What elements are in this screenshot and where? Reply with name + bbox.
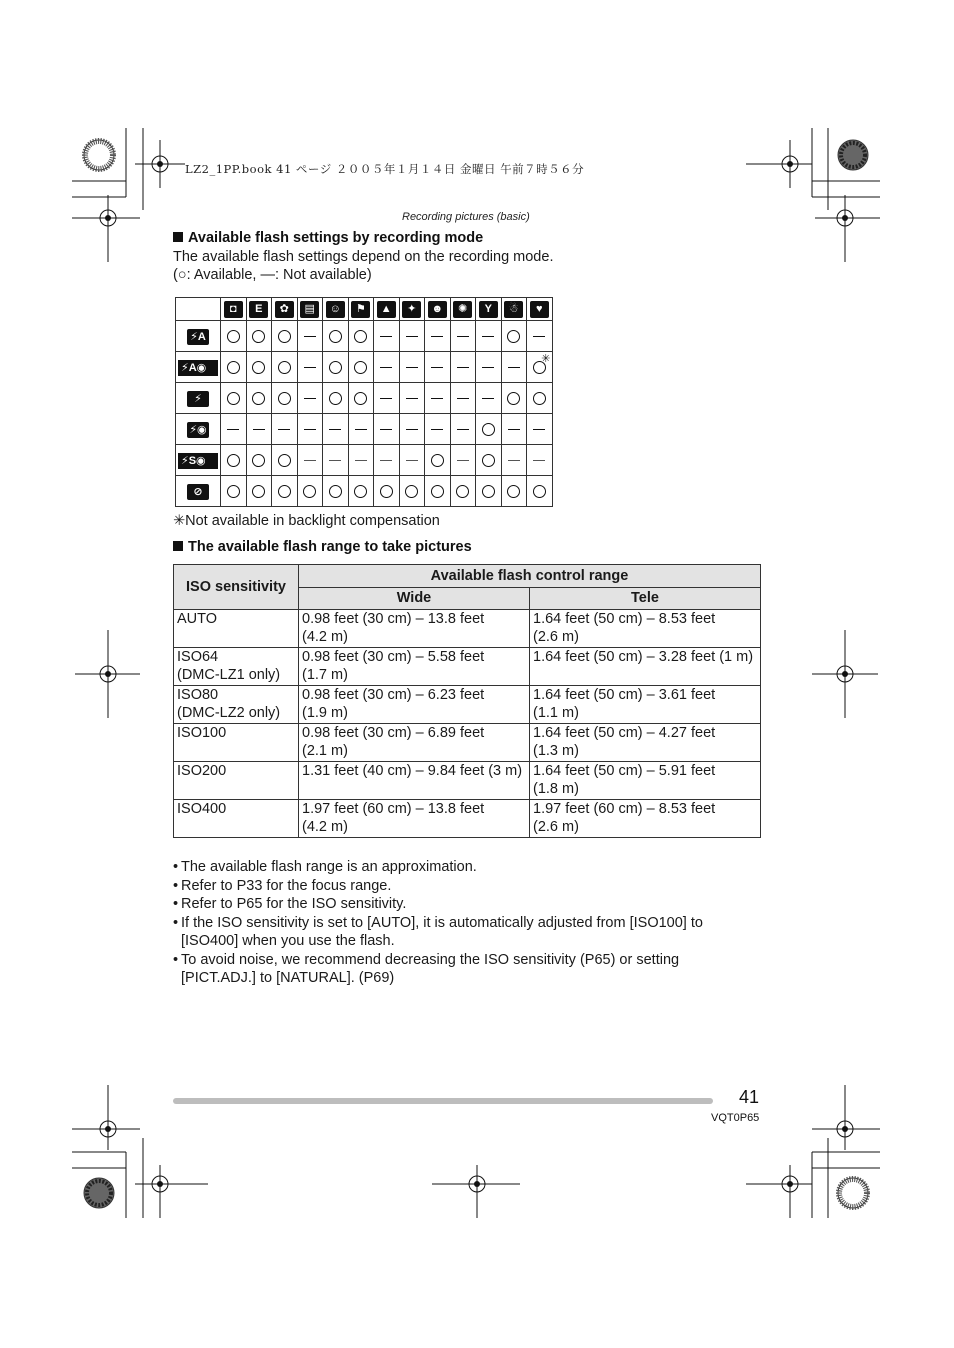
availability-cell <box>450 383 476 414</box>
availability-cell <box>246 414 272 445</box>
available-icon <box>329 330 342 343</box>
not-available-icon <box>253 429 265 431</box>
square-bullet-icon <box>173 232 183 242</box>
wide-header: Wide <box>299 587 530 610</box>
not-available-icon <box>431 367 443 369</box>
availability-cell <box>221 383 247 414</box>
availability-cell <box>221 445 247 476</box>
available-icon <box>329 485 342 498</box>
not-available-icon <box>406 429 418 431</box>
available-icon <box>354 361 367 374</box>
availability-cell <box>374 445 400 476</box>
not-available-icon <box>457 367 469 369</box>
availability-cell <box>501 321 527 352</box>
wide-cell <box>299 648 530 686</box>
availability-cell <box>527 383 553 414</box>
availability-cell <box>221 414 247 445</box>
not-available-icon <box>508 460 520 461</box>
document-code: VQT0P65 <box>711 1112 760 1124</box>
tele-text: 1.64 feet (50 cm) – 3.28 feet (1 m) <box>533 649 754 665</box>
availability-cell <box>297 352 323 383</box>
availability-cell <box>476 414 502 445</box>
iso-text: ISO100 <box>177 725 227 741</box>
list-item: • If the ISO sensitivity is set to [AUTO], it is automatically adjusted from [ISO100] to [ISO400] when you use the flash. <box>173 914 733 951</box>
not-available-icon <box>355 460 367 461</box>
availability-cell <box>450 321 476 352</box>
tele-cell <box>530 762 761 800</box>
tele-text: (2.6 m) <box>533 819 579 835</box>
square-bullet-icon <box>173 541 183 551</box>
not-available-icon <box>457 429 469 431</box>
not-available-icon <box>380 336 392 338</box>
available-icon <box>227 330 240 343</box>
tele-cell <box>530 610 761 648</box>
mode-header-cell <box>476 298 502 321</box>
availability-cell <box>425 383 451 414</box>
flash-mode-label-cell <box>176 352 221 383</box>
page-number: 41 <box>739 1087 760 1107</box>
not-available-icon <box>406 336 418 338</box>
not-available-icon <box>431 398 443 400</box>
availability-cell <box>374 352 400 383</box>
availability-cell <box>425 352 451 383</box>
availability-cell <box>221 352 247 383</box>
available-icon <box>227 454 240 467</box>
availability-cell <box>527 445 553 476</box>
iso-text: (DMC-LZ2 only) <box>177 705 281 721</box>
tele-header: Tele <box>530 587 761 610</box>
available-icon <box>278 454 291 467</box>
list-item: • The available flash range is an approximation. <box>173 858 733 877</box>
mode-header-cell <box>527 298 553 321</box>
mode-header-cell <box>374 298 400 321</box>
wide-cell <box>299 800 530 838</box>
flash-mode-label-cell <box>176 321 221 352</box>
wide-text: 1.31 feet (40 cm) – 9.84 feet (3 m) <box>302 763 523 779</box>
forced-red-eye-icon: ⚡◉ <box>187 422 209 438</box>
notes-list <box>173 858 733 988</box>
availability-cell <box>246 352 272 383</box>
availability-cell <box>527 414 553 445</box>
tele-text: 1.64 feet (50 cm) – 4.27 feet <box>533 725 716 741</box>
not-available-icon <box>457 336 469 338</box>
availability-cell <box>476 383 502 414</box>
availability-cell <box>476 445 502 476</box>
not-available-icon <box>227 429 239 431</box>
availability-cell <box>399 321 425 352</box>
not-available-icon <box>304 398 316 400</box>
availability-cell <box>527 476 553 507</box>
wide-cell <box>299 762 530 800</box>
availability-cell <box>425 414 451 445</box>
not-available-icon <box>380 367 392 369</box>
mode-header-cell <box>246 298 272 321</box>
availability-cell <box>476 352 502 383</box>
available-icon <box>278 392 291 405</box>
tele-cell <box>530 686 761 724</box>
list-item: • To avoid noise, we recommend decreasing the ISO sensitivity (P65) or setting [PICT.ADJ.] to [NATURAL]. (P69) <box>173 951 733 988</box>
availability-cell <box>425 321 451 352</box>
availability-cell <box>476 321 502 352</box>
flash-mode-row <box>176 321 553 352</box>
availability-cell <box>221 321 247 352</box>
availability-cell <box>272 414 298 445</box>
flash-range-table <box>173 564 761 838</box>
not-available-icon <box>431 429 443 431</box>
flash-mode-row <box>176 352 553 383</box>
availability-cell <box>246 383 272 414</box>
wide-cell <box>299 686 530 724</box>
not-available-icon <box>278 429 290 431</box>
availability-cell <box>323 321 349 352</box>
scenery-icon: ▲ <box>377 301 396 318</box>
not-available-icon <box>406 367 418 369</box>
availability-cell <box>297 445 323 476</box>
not-available-icon <box>355 429 367 431</box>
mode-header-cell <box>425 298 451 321</box>
forced-off-icon: ⊘ <box>187 484 209 500</box>
iso-cell <box>174 762 299 800</box>
availability-cell <box>450 476 476 507</box>
mode-header-cell <box>450 298 476 321</box>
asterisk-icon: ✳ <box>541 353 551 365</box>
flash-mode-label-cell <box>176 383 221 414</box>
table-row <box>174 800 761 838</box>
availability-cell <box>374 383 400 414</box>
availability-cell <box>272 321 298 352</box>
iso-text: (DMC-LZ1 only) <box>177 667 281 683</box>
mode-header-cell <box>348 298 374 321</box>
available-icon <box>380 485 393 498</box>
table-row <box>174 648 761 686</box>
availability-cell <box>348 383 374 414</box>
iso-cell <box>174 724 299 762</box>
fireworks-icon: ✺ <box>453 301 472 318</box>
tele-text: 1.64 feet (50 cm) – 8.53 feet <box>533 611 716 627</box>
movie-icon: ▤ <box>300 301 319 318</box>
flash-settings-heading <box>173 230 483 246</box>
tele-text: (1.8 m) <box>533 781 579 797</box>
mode-header-cell <box>221 298 247 321</box>
available-icon <box>354 330 367 343</box>
tele-text: (1.3 m) <box>533 743 579 759</box>
wide-text: 1.97 feet (60 cm) – 13.8 feet <box>302 801 485 817</box>
availability-cell <box>348 414 374 445</box>
availability-cell <box>374 414 400 445</box>
available-icon <box>278 485 291 498</box>
not-available-icon <box>380 429 392 431</box>
night-scenery-icon: ✦ <box>402 301 421 318</box>
availability-cell <box>297 321 323 352</box>
availability-cell <box>297 414 323 445</box>
night-portrait-icon: ☻ <box>428 301 447 318</box>
availability-cell <box>297 476 323 507</box>
iso-cell <box>174 686 299 724</box>
available-icon <box>252 392 265 405</box>
corner-cell <box>176 298 221 321</box>
flash-mode-row <box>176 445 553 476</box>
tele-cell <box>530 800 761 838</box>
wide-text: 0.98 feet (30 cm) – 5.58 feet <box>302 649 485 665</box>
not-available-icon <box>304 336 316 338</box>
availability-cell <box>297 383 323 414</box>
availability-cell <box>272 383 298 414</box>
flash-mode-row <box>176 383 553 414</box>
available-icon <box>354 392 367 405</box>
running-head: Recording pictures (basic) <box>402 211 530 223</box>
availability-cell <box>425 476 451 507</box>
table-row <box>174 686 761 724</box>
flash-mode-label-cell <box>176 414 221 445</box>
not-available-icon <box>533 460 545 461</box>
iso-header: ISO sensitivity <box>174 565 299 610</box>
available-icon <box>354 485 367 498</box>
wide-cell <box>299 724 530 762</box>
mode-header-cell <box>323 298 349 321</box>
wide-text: (4.2 m) <box>302 629 348 645</box>
available-icon <box>252 330 265 343</box>
not-available-icon <box>482 367 494 369</box>
not-available-icon <box>329 460 341 461</box>
iso-cell <box>174 648 299 686</box>
availability-cell <box>323 476 349 507</box>
flash-mode-label-cell <box>176 476 221 507</box>
availability-cell <box>450 352 476 383</box>
not-available-icon <box>508 367 520 369</box>
not-available-icon <box>508 429 520 431</box>
availability-cell <box>501 445 527 476</box>
mode-header-cell <box>399 298 425 321</box>
available-icon <box>431 485 444 498</box>
availability-cell <box>246 476 272 507</box>
available-icon <box>507 392 520 405</box>
availability-cell <box>501 476 527 507</box>
available-icon <box>507 485 520 498</box>
baby-icon: ♥ <box>530 301 549 318</box>
forced-on-icon: ⚡ <box>187 391 209 407</box>
not-available-icon <box>406 398 418 400</box>
iso-text: ISO80 <box>177 687 219 703</box>
not-available-icon <box>304 367 316 369</box>
iso-text: ISO200 <box>177 763 227 779</box>
available-icon <box>227 361 240 374</box>
not-available-icon <box>406 460 418 461</box>
backlight-footnote: ✳Not available in backlight compensation <box>173 513 440 529</box>
flash-mode-row <box>176 476 553 507</box>
availability-cell <box>323 414 349 445</box>
availability-cell <box>348 352 374 383</box>
slow-sync-icon: ⚡S◉ <box>178 453 218 469</box>
available-icon <box>252 485 265 498</box>
wide-text: (4.2 m) <box>302 819 348 835</box>
sports-icon: ⚑ <box>351 301 370 318</box>
book-header-line: LZ2_1PP.book 41 ページ ２００５年１月１４日 金曜日 午前７時５６分 <box>185 162 585 176</box>
available-icon <box>507 330 520 343</box>
wide-text: 0.98 feet (30 cm) – 6.89 feet <box>302 725 485 741</box>
availability-cell <box>272 445 298 476</box>
tele-text: 1.97 feet (60 cm) – 8.53 feet <box>533 801 716 817</box>
mode-header-cell <box>501 298 527 321</box>
availability-cell <box>527 321 553 352</box>
available-icon <box>482 485 495 498</box>
not-available-icon <box>329 429 341 431</box>
available-icon <box>278 361 291 374</box>
available-icon <box>456 485 469 498</box>
tele-text: 1.64 feet (50 cm) – 5.91 feet <box>533 763 716 779</box>
tele-text: 1.64 feet (50 cm) – 3.61 feet <box>533 687 716 703</box>
iso-cell <box>174 610 299 648</box>
availability-cell <box>501 383 527 414</box>
camera-icon: ◘ <box>224 301 243 318</box>
flash-mode-table <box>175 297 553 507</box>
auto-flash-icon: ⚡A <box>187 329 209 345</box>
availability-cell <box>425 445 451 476</box>
snow-icon: ☃ <box>504 301 523 318</box>
tele-cell <box>530 648 761 686</box>
availability-cell <box>323 352 349 383</box>
iso-text: ISO64 <box>177 649 219 665</box>
available-icon <box>533 392 546 405</box>
available-icon <box>405 485 418 498</box>
availability-cell <box>501 414 527 445</box>
not-available-icon <box>380 398 392 400</box>
availability-cell <box>272 476 298 507</box>
availability-cell <box>399 383 425 414</box>
portrait-icon: ☺ <box>326 301 345 318</box>
available-icon <box>482 423 495 436</box>
not-available-icon <box>457 460 469 461</box>
availability-cell <box>374 321 400 352</box>
available-icon <box>227 392 240 405</box>
availability-cell <box>399 352 425 383</box>
macro-icon: ✿ <box>275 301 294 318</box>
available-icon <box>227 485 240 498</box>
availability-cell <box>450 414 476 445</box>
wide-cell <box>299 610 530 648</box>
availability-cell <box>272 352 298 383</box>
availability-cell <box>348 445 374 476</box>
availability-cell <box>246 445 272 476</box>
not-available-icon <box>304 460 316 461</box>
availability-cell <box>348 476 374 507</box>
flash-settings-heading-text: Available flash settings by recording mode <box>188 230 484 246</box>
wide-text: 0.98 feet (30 cm) – 6.23 feet <box>302 687 485 703</box>
availability-cell <box>246 321 272 352</box>
list-item: • Refer to P33 for the focus range. <box>173 877 733 896</box>
flash-settings-legend: (○: Available, —: Not available) <box>173 267 372 283</box>
mode-header-cell <box>297 298 323 321</box>
availability-cell <box>374 476 400 507</box>
flash-range-heading <box>173 539 472 555</box>
table-row <box>174 724 761 762</box>
available-icon <box>252 361 265 374</box>
economy-icon: E <box>249 301 268 318</box>
availability-cell <box>476 476 502 507</box>
availability-cell <box>501 352 527 383</box>
tele-text: (2.6 m) <box>533 629 579 645</box>
availability-cell <box>450 445 476 476</box>
wide-text: 0.98 feet (30 cm) – 13.8 feet <box>302 611 485 627</box>
not-available-icon <box>533 336 545 338</box>
availability-cell <box>399 476 425 507</box>
table-row <box>174 610 761 648</box>
party-icon: Y <box>479 301 498 318</box>
iso-text: ISO400 <box>177 801 227 817</box>
tele-text: (1.1 m) <box>533 705 579 721</box>
wide-text: (1.7 m) <box>302 667 348 683</box>
not-available-icon <box>482 398 494 400</box>
availability-cell <box>399 414 425 445</box>
range-header: Available flash control range <box>299 565 761 588</box>
tele-cell <box>530 724 761 762</box>
flash-mode-row <box>176 414 553 445</box>
iso-cell <box>174 800 299 838</box>
flash-settings-intro: The available flash settings depend on the recording mode. <box>173 249 554 265</box>
wide-text: (1.9 m) <box>302 705 348 721</box>
not-available-icon <box>431 336 443 338</box>
not-available-icon <box>533 429 545 431</box>
availability-cell <box>323 383 349 414</box>
not-available-icon <box>457 398 469 400</box>
availability-cell <box>399 445 425 476</box>
not-available-icon <box>482 336 494 338</box>
availability-cell <box>323 445 349 476</box>
availability-cell <box>527 352 553 383</box>
available-icon <box>329 361 342 374</box>
not-available-icon <box>380 460 392 461</box>
not-available-icon <box>304 429 316 431</box>
flash-range-heading-text: The available flash range to take pictures <box>188 539 472 555</box>
available-icon <box>533 485 546 498</box>
available-icon <box>329 392 342 405</box>
mode-header-cell <box>272 298 298 321</box>
available-icon <box>278 330 291 343</box>
available-icon <box>431 454 444 467</box>
available-icon <box>252 454 265 467</box>
auto-red-eye-icon: ⚡A◉ <box>178 360 218 376</box>
wide-text: (2.1 m) <box>302 743 348 759</box>
available-icon <box>303 485 316 498</box>
table-row <box>174 762 761 800</box>
list-item: • Refer to P65 for the ISO sensitivity. <box>173 895 733 914</box>
availability-cell <box>221 476 247 507</box>
availability-cell <box>348 321 374 352</box>
iso-text: AUTO <box>177 611 218 627</box>
available-icon <box>482 454 495 467</box>
flash-mode-label-cell <box>176 445 221 476</box>
footer-bar <box>173 1098 713 1104</box>
